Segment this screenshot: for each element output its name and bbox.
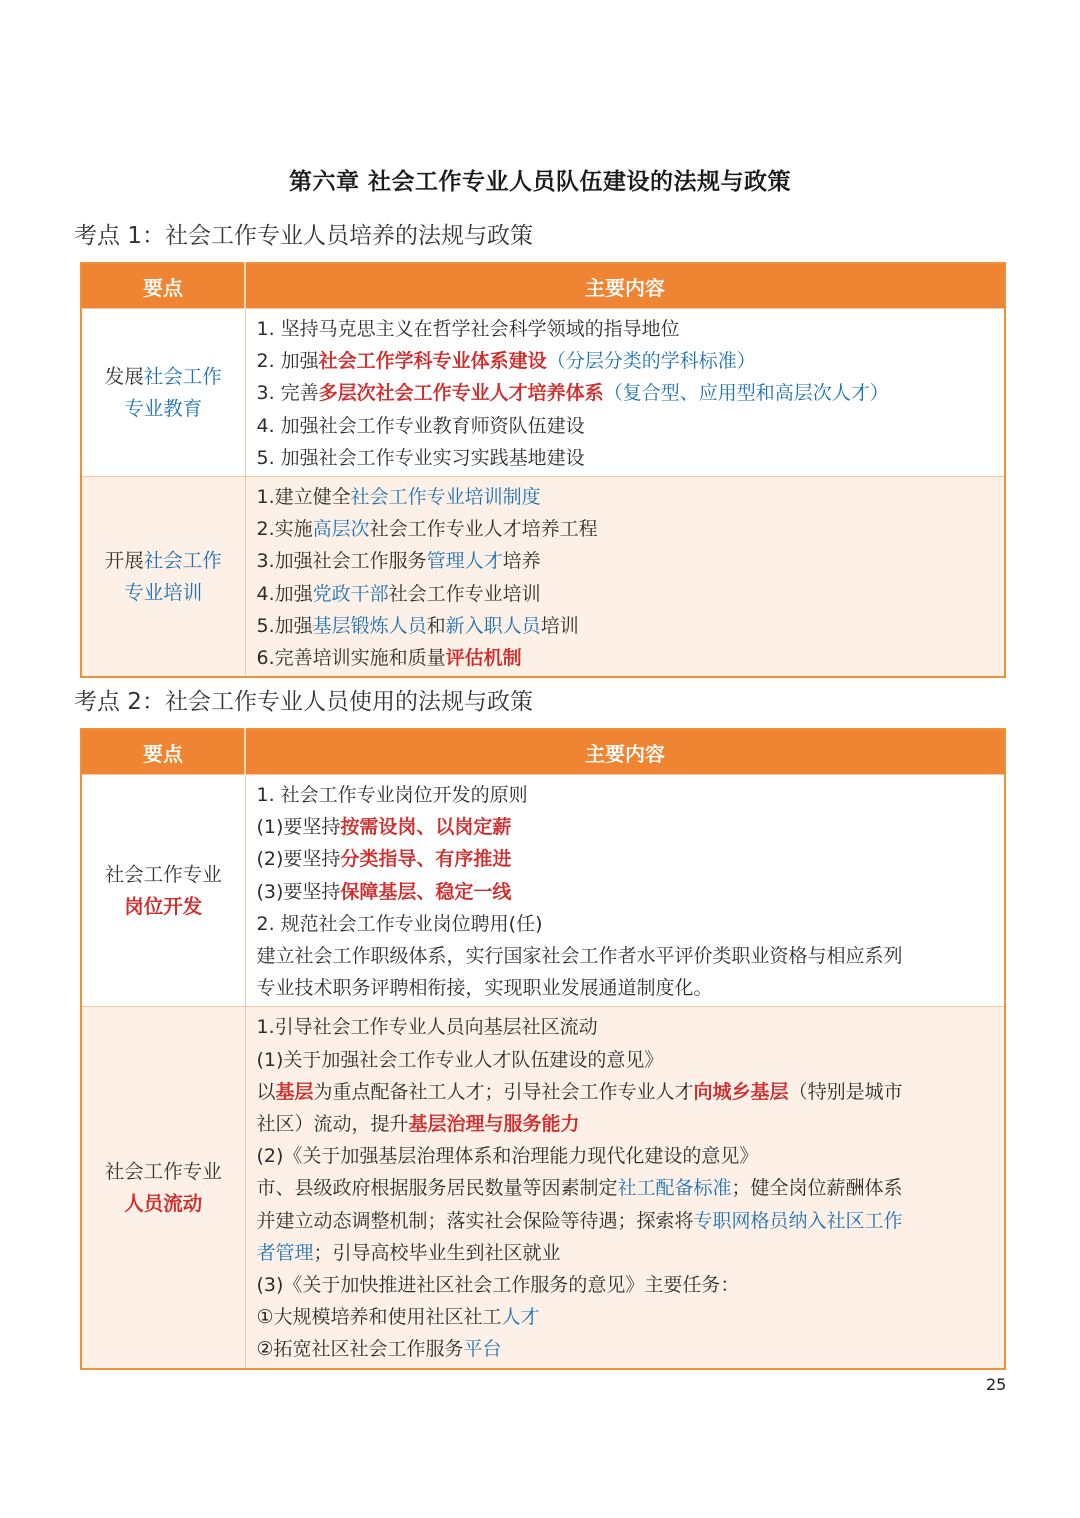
content-line: (1)要坚持按需设岗、以岗定薪 [256,816,512,839]
content-line: 4.加强党政干部社会工作专业培训 [256,582,541,605]
content-line: 5. 加强社会工作专业实习实践基地建设 [256,446,585,469]
content-line: (3)要坚持保障基层、稳定一线 [256,880,512,903]
content-line: 社区）流动，提升基层治理与服务能力 [256,1113,580,1136]
content-line: 1. 社会工作专业岗位开发的原则 [256,784,528,806]
header-key: 要点 [81,729,245,775]
content-line: 2.实施高层次社会工作专业人才培养工程 [256,518,598,541]
table-row [81,1007,1005,1369]
content-line: 1.建立健全社会工作专业培训制度 [256,486,541,509]
section-2-table [80,728,1006,1370]
content-cell [245,1007,1005,1369]
chapter-title: 第六章 社会工作专业人员队伍建设的法规与政策 [288,169,791,195]
header-content: 主要内容 [245,263,1005,309]
content-line: 建立社会工作职级体系，实行国家社会工作者水平评价类职业资格与相应系列 [256,945,903,968]
content-line: 2. 规范社会工作专业岗位聘用(任) [256,912,543,935]
content-line: 者管理；引导高校毕业生到社区就业 [256,1241,561,1264]
content-line: 1. 坚持马克思主义在哲学社会科学领域的指导地位 [256,318,680,340]
content-line: 3. 完善多层次社会工作专业人才培养体系（复合型、应用型和高层次人才） [256,382,889,405]
content-line: 并建立动态调整机制；落实社会保险等待遇；探索将专职网格员纳入社区工作 [256,1209,903,1232]
content-line: (2)《关于加强基层治理体系和治理能力现代化建设的意见》 [256,1145,759,1168]
page-number: 25 [986,1375,1007,1394]
content-line: 1.引导社会工作专业人员向基层社区流动 [256,1016,598,1039]
content-cell [245,477,1005,678]
content-line: (2)要坚持分类指导、有序推进 [256,848,512,871]
section-1-heading: 考点 1：社会工作专业人员培养的法规与政策 [74,223,533,249]
content-line: 以基层为重点配备社工人才；引导社会工作专业人才向城乡基层（特别是城市 [256,1080,903,1103]
table-row [81,309,1005,477]
table-row [81,477,1005,678]
content-line: ①大规模培养和使用社区社工人才 [256,1306,540,1329]
table-row [81,775,1005,1007]
content-line: 2. 加强社会工作学科专业体系建设（分层分类的学科标准） [256,350,756,373]
section-2-heading: 考点 2：社会工作专业人员使用的法规与政策 [74,689,533,715]
content-line: 3.加强社会工作服务管理人才培养 [256,550,541,573]
content-line: 6.完善培训实施和质量评估机制 [256,647,522,670]
key-cell: 社会工作专业 人员流动 [81,1007,245,1369]
content-line: 5.加强基层锻炼人员和新入职人员培训 [256,614,579,637]
key-cell: 开展社会工作 专业培训 [81,477,245,678]
key-cell: 发展社会工作 专业教育 [81,309,245,477]
content-cell [245,775,1005,1007]
header-content: 主要内容 [245,729,1005,775]
content-line: 4. 加强社会工作专业教育师资队伍建设 [256,414,585,437]
content-line: 专业技术职务评聘相衔接，实现职业发展通道制度化。 [256,977,713,1000]
content-line: (3)《关于加快推进社区社会工作服务的意见》主要任务： [256,1274,740,1297]
section-1-table [80,262,1006,678]
key-cell: 社会工作专业 岗位开发 [81,775,245,1007]
header-key: 要点 [81,263,245,309]
content-line: (1)关于加强社会工作专业人才队伍建设的意见》 [256,1048,664,1071]
content-line: ②拓宽社区社会工作服务平台 [256,1338,502,1361]
content-cell [245,309,1005,477]
content-line: 市、县级政府根据服务居民数量等因素制定社工配备标准；健全岗位薪酬体系 [256,1177,903,1200]
